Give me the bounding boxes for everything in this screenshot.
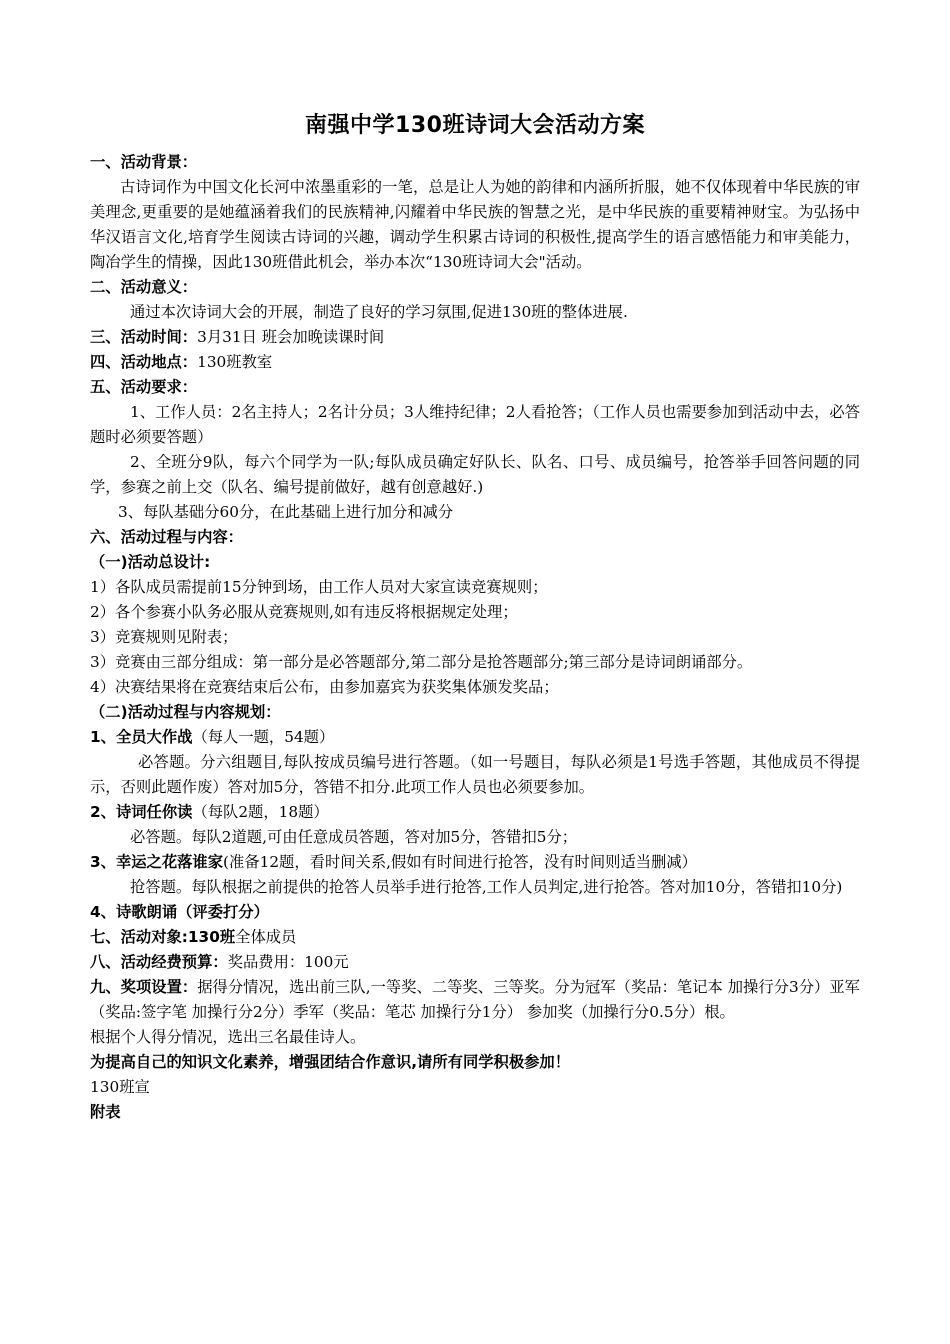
part-note: （每队2题，18题）	[192, 803, 329, 821]
awards-text: 据得分情况，选出前三队,一等奖、二等奖、三等奖。分为冠军（奖品：笔记本 加操行分3分）亚军（奖品:签字笔 加操行分2分）季军（奖品：笔芯 加操行分1分） 参加奖（加操行分0.5分）根。	[90, 978, 860, 1021]
section-heading-awards: 九、奖项设置：	[90, 978, 198, 996]
part-heading	[90, 850, 860, 875]
document-body	[90, 150, 860, 1125]
section-heading-target: 七、活动对象:	[90, 928, 188, 946]
significance-paragraph: 通过本次诗词大会的开展，制造了良好的学习氛围,促进130班的整体进展.	[130, 303, 628, 321]
section-time	[90, 325, 860, 350]
budget-value: 奖品费用：100元	[227, 953, 349, 971]
part-description: 抢答题。每队根据之前提供的抢答人员举手进行抢答,工作人员判定,进行抢答。答对加10分，答错扣10分)	[130, 878, 843, 896]
section-heading-location: 四、活动地点：	[90, 353, 198, 371]
part-heading: 4、诗歌朗诵（评委打分）	[90, 903, 269, 921]
signature: 130班宣	[90, 1078, 150, 1096]
section-location	[90, 350, 860, 375]
requirement-item: 3、每队基础分60分，在此基础上进行加分和减分	[118, 503, 454, 521]
subheading-process-plan: （二)活动过程与内容规划：	[90, 703, 281, 721]
section-target	[90, 925, 860, 950]
requirement-item: 2、全班分9队，每六个同学为一队;每队成员确定好队长、队名、口号、成员编号，抢答举手回答问题的同学，参赛之前上交（队名、编号提前做好，越有创意越好.)	[90, 453, 860, 496]
time-value: 3月31日 班会加晚读课时间	[197, 328, 385, 346]
closing-statement: 为提高自己的知识文化素养，增强团结合作意识,请所有同学积极参加！	[90, 1053, 571, 1071]
section-awards	[90, 975, 860, 1025]
part-heading	[90, 725, 860, 750]
location-value: 130班教室	[197, 353, 273, 371]
section-heading-time: 三、活动时间：	[90, 328, 198, 346]
background-paragraph: 古诗词作为中国文化长河中浓墨重彩的一笔，总是让人为她的韵律和内涵所折服，她不仅体现着中华民族的审美理念,更重要的是她蕴涵着我们的民族精神,闪耀着中华民族的智慧之光，是中华民族的重要精神财宝。为弘扬中华汉语言文化,培育学生阅读古诗词的兴趣，调动学生积累古诗词的积极性,提高学生的语言感悟能力和审美能力，陶冶学生的情操，因此130班借此机会，举办本次“130班诗词大会"活动。	[90, 178, 860, 271]
subheading-overall-design: （一)活动总设计:	[90, 553, 211, 571]
requirement-item: 1、工作人员：2名主持人；2名计分员；3人维持纪律；2人看抢答；（工作人员也需要参加到活动中去，必答题时必须要答题）	[90, 403, 860, 446]
target-value: 全体成员	[235, 928, 297, 946]
part-name: 3、幸运之花落谁家	[90, 853, 224, 871]
design-list-item: 3）竞赛规则见附表；	[90, 628, 238, 646]
section-heading-significance: 二、活动意义：	[90, 278, 198, 296]
design-list-item: 2）各个参赛小队务必服从竞赛规则,如有违反将根据规定处理；	[90, 603, 518, 621]
document-title: 南强中学130班诗词大会活动方案	[305, 113, 645, 138]
part-name: 1、全员大作战	[90, 728, 193, 746]
section-heading-background: 一、活动背景：	[90, 153, 198, 171]
design-list-item: 1）各队成员需提前15分钟到场，由工作人员对大家宣读竞赛规则；	[90, 578, 548, 596]
section-heading-requirements: 五、活动要求：	[90, 378, 198, 396]
design-list-item: 4）决赛结果将在竞赛结束后公布，由参加嘉宾为获奖集体颁发奖品；	[90, 678, 559, 696]
design-list-item: 3）竞赛由三部分组成：第一部分是必答题部分,第二部分是抢答题部分;第三部分是诗词朗诵部分。	[90, 653, 753, 671]
target-class: 130班	[187, 928, 236, 946]
section-heading-process: 六、活动过程与内容：	[90, 528, 243, 546]
part-description: 必答题。每队2道题,可由任意成员答题，答对加5分，答错扣5分；	[130, 828, 578, 846]
part-description: 必答题。分六组题目,每队按成员编号进行答题。（如一号题目，每队必须是1号选手答题，其他成员不得提示，否则此题作废）答对加5分，答错不扣分.此项工作人员也必须要参加。	[90, 753, 860, 796]
part-name: 2、诗词任你读	[90, 803, 193, 821]
section-heading-budget: 八、活动经费预算：	[90, 953, 228, 971]
awards-individual: 根据个人得分情况，选出三名最佳诗人。	[90, 1028, 366, 1046]
appendix-label: 附表	[90, 1103, 121, 1121]
part-note: （每人一题，54题）	[192, 728, 335, 746]
part-heading	[90, 800, 860, 825]
section-budget	[90, 950, 860, 975]
part-note: (准备12题，看时间关系,假如有时间进行抢答，没有时间则适当删减）	[223, 853, 697, 871]
